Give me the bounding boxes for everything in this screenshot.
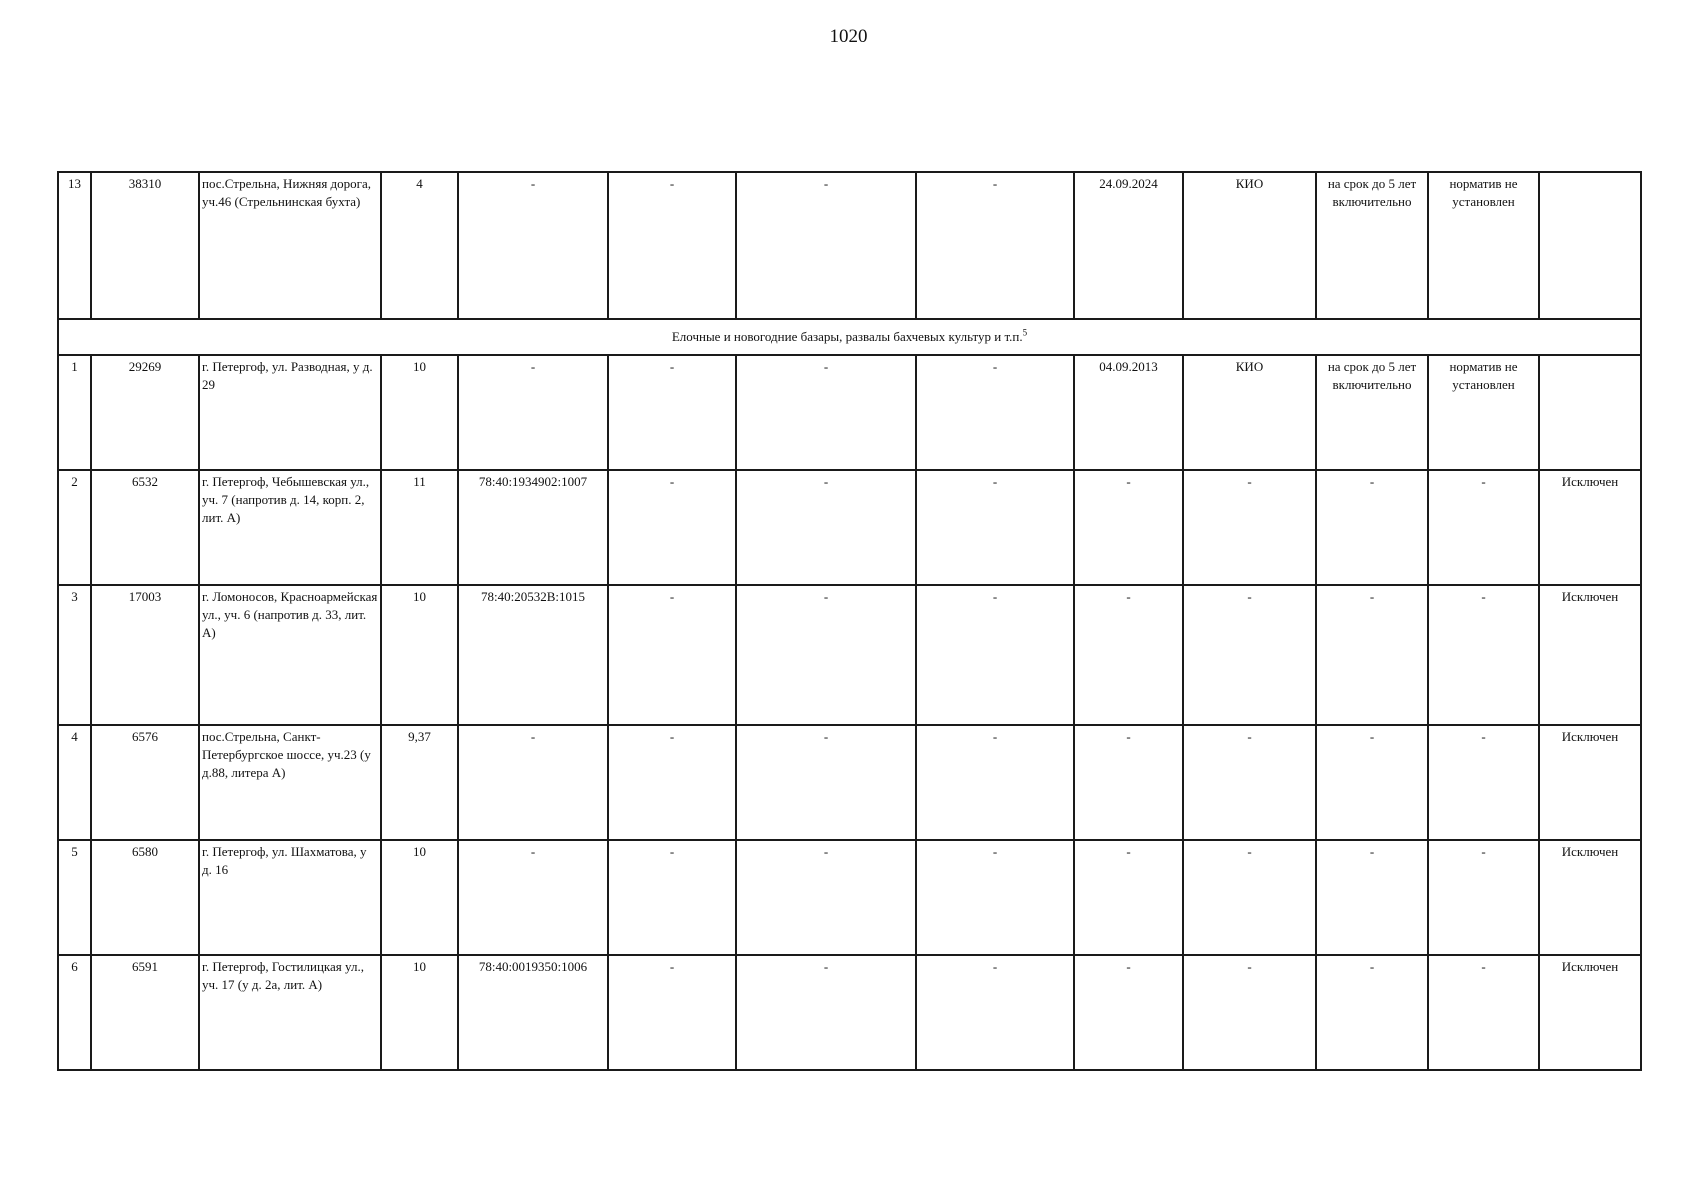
column-8-value: -	[916, 172, 1074, 319]
column-7-value: -	[736, 725, 916, 840]
section-title-cell	[58, 319, 1641, 355]
table-row	[58, 840, 1641, 955]
object-address: г. Петергоф, Гостилицкая ул., уч. 17 (у д. 2а, лит. А)	[199, 955, 381, 1070]
normative: -	[1428, 725, 1539, 840]
responsible-organization: -	[1183, 470, 1316, 585]
column-6-value: -	[608, 172, 736, 319]
footnote-marker: 5	[1022, 327, 1028, 338]
cadastral-number: -	[458, 725, 608, 840]
inclusion-date: -	[1074, 955, 1183, 1070]
object-id: 6591	[91, 955, 199, 1070]
object-area: 9,37	[381, 725, 458, 840]
normative: -	[1428, 585, 1539, 725]
placement-term: -	[1316, 470, 1428, 585]
row-number: 5	[58, 840, 91, 955]
object-id: 29269	[91, 355, 199, 470]
object-address: г. Петергоф, Чебышевская ул., уч. 7 (напротив д. 14, корп. 2, лит. А)	[199, 470, 381, 585]
column-7-value: -	[736, 172, 916, 319]
status: Исключен	[1539, 725, 1641, 840]
inclusion-date: -	[1074, 725, 1183, 840]
object-address: пос.Стрельна, Нижняя дорога, уч.46 (Стрельнинская бухта)	[199, 172, 381, 319]
placement-term: -	[1316, 725, 1428, 840]
normative: -	[1428, 470, 1539, 585]
object-area: 10	[381, 955, 458, 1070]
table-row	[58, 172, 1641, 319]
inclusion-date: -	[1074, 840, 1183, 955]
column-8-value: -	[916, 840, 1074, 955]
column-7-value: -	[736, 955, 916, 1070]
normative: -	[1428, 955, 1539, 1070]
placement-term: на срок до 5 лет включительно	[1316, 172, 1428, 319]
column-7-value: -	[736, 585, 916, 725]
object-area: 11	[381, 470, 458, 585]
section-header-row	[58, 319, 1641, 355]
column-8-value: -	[916, 355, 1074, 470]
cadastral-number: -	[458, 355, 608, 470]
registry-table	[57, 171, 1642, 1071]
column-6-value: -	[608, 725, 736, 840]
table-row	[58, 725, 1641, 840]
column-7-value: -	[736, 840, 916, 955]
status	[1539, 355, 1641, 470]
responsible-organization: -	[1183, 840, 1316, 955]
column-8-value: -	[916, 725, 1074, 840]
object-area: 10	[381, 585, 458, 725]
section-title: Елочные и новогодние базары, развалы бахчевых культур и т.п.	[671, 329, 1023, 344]
object-address: г. Петергоф, ул. Разводная, у д. 29	[199, 355, 381, 470]
inclusion-date: -	[1074, 585, 1183, 725]
status	[1539, 172, 1641, 319]
column-6-value: -	[608, 355, 736, 470]
column-6-value: -	[608, 955, 736, 1070]
normative: -	[1428, 840, 1539, 955]
object-id: 6576	[91, 725, 199, 840]
row-number: 13	[58, 172, 91, 319]
object-id: 6532	[91, 470, 199, 585]
responsible-organization: -	[1183, 725, 1316, 840]
row-number: 3	[58, 585, 91, 725]
responsible-organization: КИО	[1183, 355, 1316, 470]
column-8-value: -	[916, 470, 1074, 585]
table-row	[58, 585, 1641, 725]
page-number: 1020	[829, 26, 868, 47]
table-row	[58, 355, 1641, 470]
object-id: 6580	[91, 840, 199, 955]
table-row	[58, 955, 1641, 1070]
status: Исключен	[1539, 585, 1641, 725]
inclusion-date: 24.09.2024	[1074, 172, 1183, 319]
row-number: 2	[58, 470, 91, 585]
placement-term: -	[1316, 840, 1428, 955]
cadastral-number: 78:40:0019350:1006	[458, 955, 608, 1070]
column-7-value: -	[736, 355, 916, 470]
column-6-value: -	[608, 840, 736, 955]
cadastral-number: 78:40:1934902:1007	[458, 470, 608, 585]
object-address: г. Петергоф, ул. Шахматова, у д. 16	[199, 840, 381, 955]
cadastral-number: 78:40:20532В:1015	[458, 585, 608, 725]
status: Исключен	[1539, 470, 1641, 585]
placement-term: -	[1316, 955, 1428, 1070]
object-id: 38310	[91, 172, 199, 319]
object-id: 17003	[91, 585, 199, 725]
cadastral-number: -	[458, 840, 608, 955]
responsible-organization: -	[1183, 585, 1316, 725]
inclusion-date: -	[1074, 470, 1183, 585]
status: Исключен	[1539, 955, 1641, 1070]
object-address: пос.Стрельна, Санкт-Петербургское шоссе, уч.23 (у д.88, литера А)	[199, 725, 381, 840]
normative: норматив не установлен	[1428, 172, 1539, 319]
column-8-value: -	[916, 955, 1074, 1070]
placement-term: на срок до 5 лет включительно	[1316, 355, 1428, 470]
responsible-organization: -	[1183, 955, 1316, 1070]
object-area: 10	[381, 840, 458, 955]
column-6-value: -	[608, 470, 736, 585]
object-area: 10	[381, 355, 458, 470]
normative: норматив не установлен	[1428, 355, 1539, 470]
status: Исключен	[1539, 840, 1641, 955]
column-7-value: -	[736, 470, 916, 585]
inclusion-date: 04.09.2013	[1074, 355, 1183, 470]
row-number: 4	[58, 725, 91, 840]
placement-term: -	[1316, 585, 1428, 725]
object-area: 4	[381, 172, 458, 319]
table-row	[58, 470, 1641, 585]
column-6-value: -	[608, 585, 736, 725]
column-8-value: -	[916, 585, 1074, 725]
cadastral-number: -	[458, 172, 608, 319]
responsible-organization: КИО	[1183, 172, 1316, 319]
row-number: 1	[58, 355, 91, 470]
object-address: г. Ломоносов, Красноармейская ул., уч. 6 (напротив д. 33, лит. А)	[199, 585, 381, 725]
row-number: 6	[58, 955, 91, 1070]
